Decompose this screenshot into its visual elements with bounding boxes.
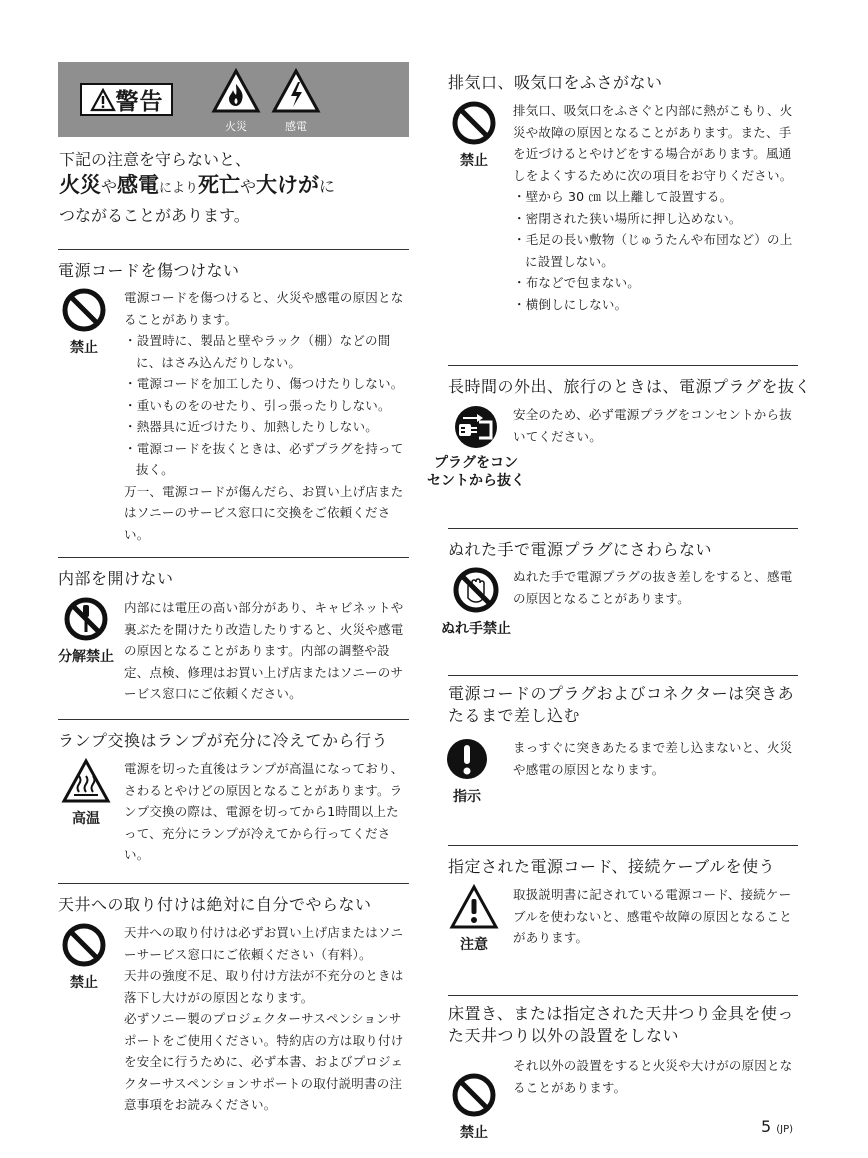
shock-label: 感電 xyxy=(285,120,307,133)
symbol-caption: 注意 xyxy=(460,937,488,953)
fire-hazard xyxy=(207,68,265,134)
section-body-lamp: 電源を切った直後はランプが高温になっており、さわるとやけどの原因となることがあります。ランプ交換の際は、電源を切ってから1時間以上たって、充分にランプが冷えてから行ってください。 xyxy=(124,761,404,862)
divider xyxy=(448,365,798,366)
list-item: ・密閉された狭い場所に押し込めない。 xyxy=(513,210,742,226)
section-body-plugin: まっすぐに突きあたるまで差し込まないと、火災や感電の原因となります。 xyxy=(513,740,793,777)
section-heading-plugin: 電源コードのプラグおよびコネクターは突きあたるまで差し込む xyxy=(448,684,795,725)
section-body-wet: ぬれた手で電源プラグの抜き差しをすると、感電の原因となることがあります。 xyxy=(513,569,793,606)
vents-symbol xyxy=(445,100,503,170)
list-item: ・毛足の長い敷物（じゅうたんや布団など）の上に設置しない。 xyxy=(513,232,793,269)
divider xyxy=(58,557,409,558)
lamp-symbol xyxy=(57,758,115,828)
section-body-cord: 電源コードを傷つけると、火災や感電の原因となることがあります。 ・設置時に、製品と壁やラック（棚）などの間に、はさみ込んだりしない。 ・電源コードを加工したり、傷つけたりしない。 ・重いものをのせたり、引っ張ったりしない。 ・熱器具に近づけたり、加熱したりしない。 ・電源コードを抜くときは、必ずプラグを持って抜く。 万一、電源コードが傷んだら、お買い上げ店またはソニーのサービス窓口に交換をご依頼ください。 xyxy=(124,287,410,545)
section-heading-vents: 排気口、吸気口をふさがない xyxy=(448,73,663,92)
list-item: ・熱器具に近づけたり、加熱したりしない。 xyxy=(124,419,379,434)
open-symbol xyxy=(55,596,117,666)
section-heading-open: 内部を開けない xyxy=(58,569,174,588)
divider xyxy=(448,528,798,529)
fire-label: 火災 xyxy=(225,120,247,133)
section-body-open: 内部には電圧の高い部分があり、キャビネットや裏ぶたを開けたり改造したりすると、火災や感電の原因となることがあります。内部の調整や設定、点検、修理はお買い上げ店またはソニーのサービス窓口にご依頼ください。 xyxy=(124,600,404,701)
list-item: ・電源コードを加工したり、傷つけたりしない。 xyxy=(124,376,404,391)
section-body-vents: 排気口、吸気口をふさぐと内部に熱がこもり、火災や故障の原因となることがあります。また、手を近づけるとやけどをする場合があります。風通しをよくするために次の項目をお守りください。 ・壁から 30 ㎝ 以上離して設置する。 ・密閉された狭い場所に押し込めない。 ・毛足の長い敷物（じゅうたんや布団など）の上に設置しない。 ・布などで包まない。 ・横倒しにしない。 xyxy=(513,100,799,315)
prohibition-icon xyxy=(451,100,497,146)
symbol-caption: ぬれ手禁止 xyxy=(441,621,511,637)
plugin-symbol xyxy=(438,736,496,806)
install-symbol xyxy=(445,1072,503,1142)
symbol-caption: 禁止 xyxy=(460,1125,488,1141)
divider xyxy=(448,845,798,846)
section-heading-ceiling: 天井への取り付けは絶対に自分でやらない xyxy=(58,895,372,914)
symbol-caption: 禁止 xyxy=(70,975,98,991)
high-temperature-icon xyxy=(61,758,111,804)
shock-hazard xyxy=(267,68,325,134)
divider xyxy=(58,719,409,720)
list-item: ・重いものをのせたり、引っ張ったりしない。 xyxy=(124,397,391,413)
list-item: ・壁から 30 ㎝ 以上離して設置する。 xyxy=(513,189,733,204)
caution-icon xyxy=(449,884,499,930)
warning-title: 警告 xyxy=(115,89,164,115)
section-body-specified: 取扱説明書に記されている電源コード、接続ケーブルを使わないと、感電や故障の原因となることがあります。 xyxy=(513,887,792,945)
electric-shock-warning-icon xyxy=(271,68,321,114)
section-body-install: それ以外の設置をすると火災や大けがの原因となることがあります。 xyxy=(513,1058,793,1095)
intro-line-1: 下記の注意を守らないと、 xyxy=(59,150,252,169)
page-number: 5 (JP) xyxy=(761,1117,794,1136)
divider xyxy=(58,883,409,884)
wet-symbol xyxy=(434,566,518,638)
section-heading-cord: 電源コードを傷つけない xyxy=(58,261,240,280)
section-heading-install: 床置き、または指定された天井つり金具を使った天井つり以外の設置をしない xyxy=(448,1004,794,1045)
instruction-icon xyxy=(446,736,488,782)
section-body-unplug: 安全のため、必ず電源プラグをコンセントから抜いてください。 xyxy=(513,407,792,444)
symbol-caption: 分解禁止 xyxy=(58,649,114,665)
prohibition-icon xyxy=(61,287,107,333)
prohibition-icon xyxy=(61,922,107,968)
symbol-caption: プラグをコン セントから抜く xyxy=(427,455,525,489)
section-heading-wet: ぬれた手で電源プラグにさわらない xyxy=(448,540,713,559)
section-heading-lamp: ランプ交換はランプが充分に冷えてから行う xyxy=(58,731,389,750)
fire-warning-icon xyxy=(211,68,261,114)
symbol-caption: 禁止 xyxy=(460,153,488,169)
warning-label xyxy=(80,83,173,116)
cord-symbol xyxy=(55,287,113,357)
divider xyxy=(448,675,798,676)
intro-line-3: つながることがあります。 xyxy=(59,206,250,225)
list-item: ・布などで包まない。 xyxy=(513,275,641,290)
list-item: ・電源コードを抜くときは、必ずプラグを持って抜く。 xyxy=(124,440,404,477)
intro-line-2: 火災や感電により死亡や大けがに xyxy=(59,173,336,197)
ceiling-symbol xyxy=(55,922,113,992)
unplug-icon xyxy=(453,404,499,450)
symbol-caption: 高温 xyxy=(72,811,100,827)
divider xyxy=(448,995,798,996)
specified-symbol xyxy=(445,884,503,954)
section-body-ceiling: 天井への取り付けは必ずお買い上げ店またはソニーサービス窓口にご依頼ください（有料）。 天井の強度不足、取り付け方法が不充分のときは落下し大けがの原因となります。 必ずソニー製のプロジェクターサスペンションサポートをご使用ください。特約店の方は取り付けを安全に行うために、必ず本書、およびプロジェクターサスペンションサポートの取付説明書の注意事項をお読みください。 xyxy=(124,925,404,1112)
section-heading-unplug: 長時間の外出、旅行のときは、電源プラグを抜く xyxy=(448,377,812,396)
no-disassembly-icon xyxy=(63,596,109,642)
prohibition-icon xyxy=(451,1072,497,1118)
section-heading-specified: 指定された電源コード、接続ケーブルを使う xyxy=(448,857,776,876)
list-item: ・横倒しにしない。 xyxy=(513,296,628,312)
warning-triangle-icon xyxy=(90,88,116,112)
symbol-caption: 指示 xyxy=(453,789,481,805)
symbol-caption: 禁止 xyxy=(70,340,98,356)
list-item: ・設置時に、製品と壁やラック（棚）などの間に、はさみ込んだりしない。 xyxy=(124,333,391,370)
divider xyxy=(58,249,409,250)
no-wet-hands-icon xyxy=(452,566,500,614)
